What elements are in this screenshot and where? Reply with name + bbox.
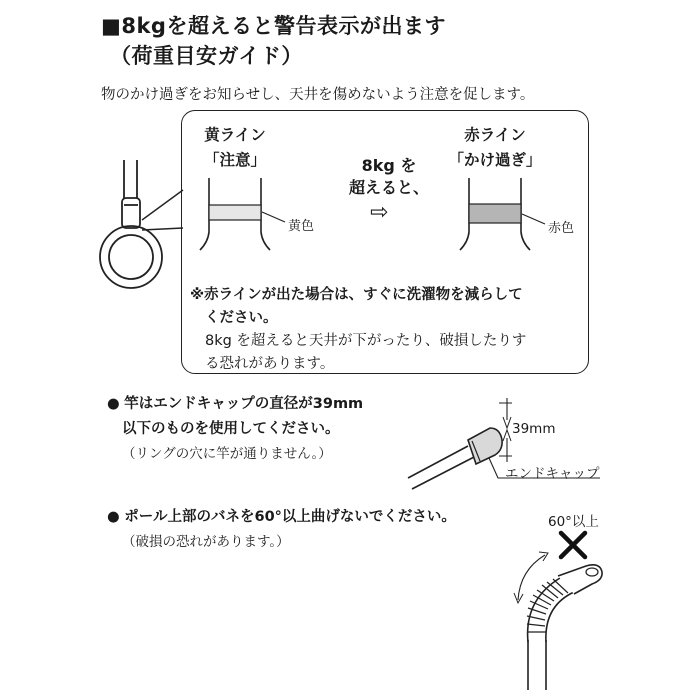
yellow-line-caption: 「注意」: [203, 151, 266, 169]
bullet2-sub: （破損の恐れがあります。）: [122, 534, 290, 550]
page-title: ■8kgを超えると警告表示が出ます: [101, 14, 446, 38]
prohibited-x-icon: [561, 533, 585, 557]
note-bold-line2: ください。: [205, 310, 278, 326]
right-arrow-icon: ⇨: [370, 200, 389, 225]
note-bold-line1: ※赤ラインが出た場合は、すぐに洗濯物を減らして: [190, 287, 523, 303]
overload-text-line1: 8kg を: [361, 156, 417, 175]
spring-pole-illustration: [514, 552, 602, 690]
bullet1-line1: 竿はエンドキャップの直径が39mm: [124, 396, 364, 412]
diameter-label: 39mm: [512, 421, 556, 437]
bullet2-line1: ポール上部のバネを60°以上曲げないでください。: [124, 509, 456, 525]
end-cap-label: エンドキャップ: [505, 466, 600, 482]
bullet-spring-bend: [107, 505, 456, 555]
bullet1-line2: 以下のものを使用してください。: [122, 421, 340, 437]
lead-text: 物のかけ過ぎをお知らせし、天井を傷めないよう注意を促します。: [101, 87, 535, 103]
angle-label: 60°以上: [548, 514, 599, 530]
note-line1: 8kg を超えると天井が下がったり、破損したりす: [205, 333, 527, 349]
yellow-line-title: 黄ライン: [204, 126, 266, 144]
yellow-color-label: 黄色: [288, 219, 315, 234]
bullet1-sub: （リングの穴に竿が通りません。）: [122, 446, 332, 462]
red-color-label: 赤色: [548, 221, 575, 236]
ring-hanger-illustration: [100, 160, 183, 288]
note-line2: る恐れがあります。: [205, 356, 335, 372]
page-subtitle: （荷重目安ガイド）: [110, 44, 303, 68]
bullet-pole-diameter: [107, 392, 363, 467]
overload-text-line2: 超えると、: [348, 178, 429, 197]
bullet-dot: ●: [107, 509, 120, 525]
red-line-caption: 「かけ過ぎ」: [448, 151, 542, 169]
red-line-title: 赤ライン: [464, 126, 526, 144]
bullet-dot: ●: [107, 396, 120, 412]
